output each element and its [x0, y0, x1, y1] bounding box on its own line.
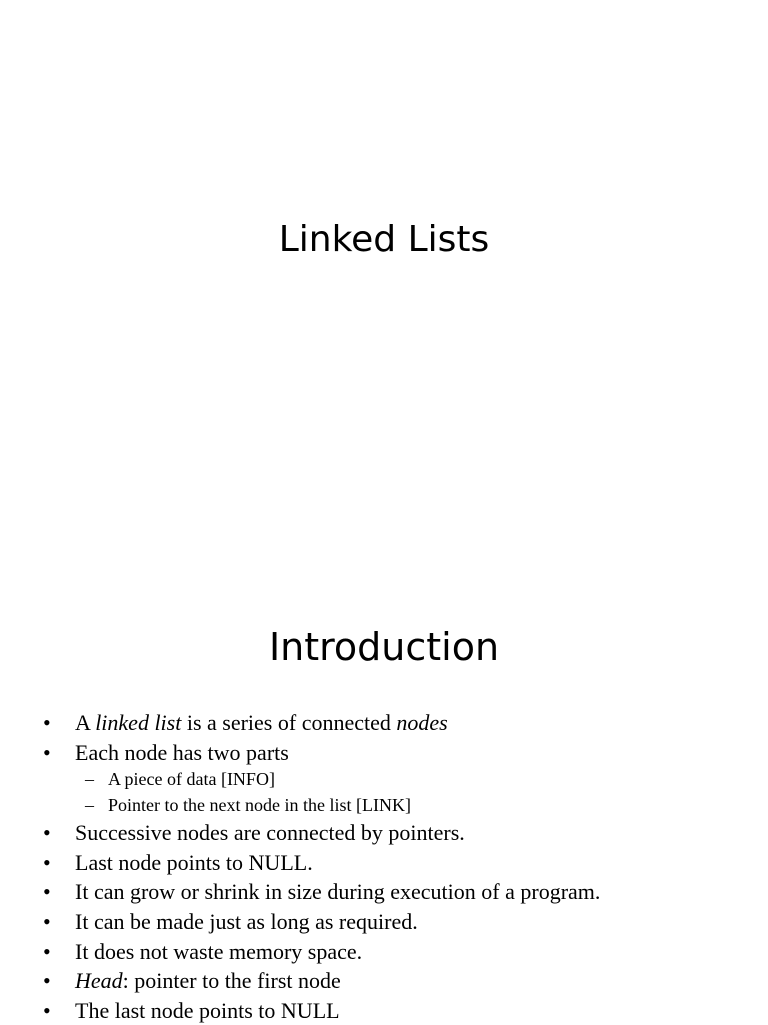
bullet-item-grow-shrink: • It can grow or shrink in size during execution of a program. [0, 877, 768, 907]
bullet-item-successive-nodes: • Successive nodes are connected by pointers. [0, 818, 768, 848]
emphasis-nodes: nodes [396, 710, 448, 735]
bullet-text: is a series of connected [181, 710, 397, 735]
slide-title-introduction: Introduction [268, 625, 500, 669]
bullet-text: A [75, 710, 96, 735]
emphasis-linked-list: linked list [95, 710, 182, 735]
emphasis-head: Head [75, 968, 123, 994]
slide-title-linked-lists: Linked Lists [278, 219, 490, 260]
sub-bullet-info: – A piece of data [INFO] [0, 767, 768, 793]
bullet-item-no-memory-waste: • It does not waste memory space. [0, 937, 768, 967]
bullet-item-as-long-as-required: • It can be made just as long as required. [0, 907, 768, 937]
bullet-item-last-node-null: • Last node points to NULL. [0, 848, 768, 878]
bullet-list [0, 708, 768, 1025]
bullet-item-linked-list-definition [0, 708, 768, 738]
bullet-item-two-parts: • Each node has two parts [0, 738, 768, 768]
bullet-item-head-pointer [0, 966, 768, 996]
sub-bullet-link: – Pointer to the next node in the list [LINK] [0, 793, 768, 819]
bullet-text: : pointer to the first node [122, 968, 341, 994]
bullet-item-last-node-points-null: • The last node points to NULL [0, 996, 768, 1025]
